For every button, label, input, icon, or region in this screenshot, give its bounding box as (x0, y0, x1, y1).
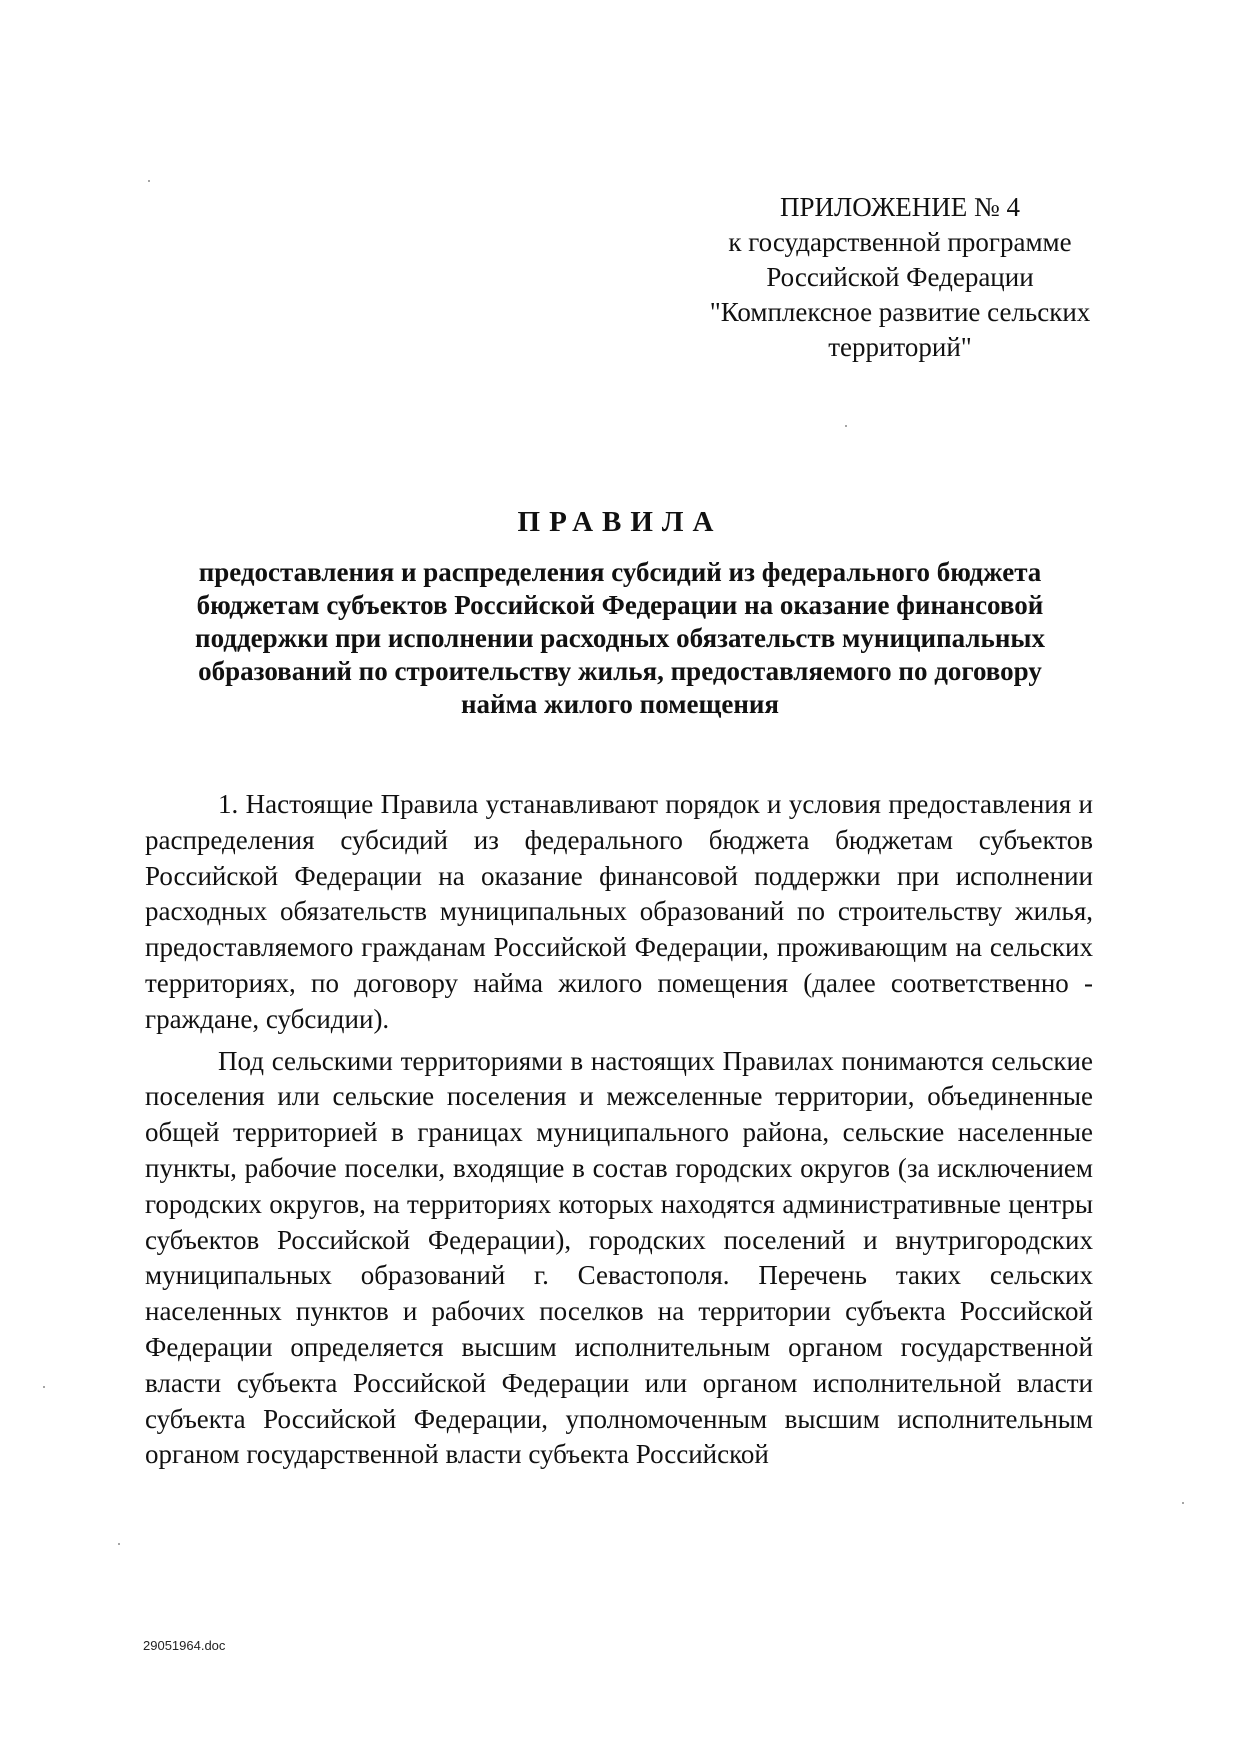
scan-speck (43, 1386, 45, 1388)
appendix-line: Российской Федерации (766, 262, 1034, 292)
subtitle-line: образований по строительству жилья, предоставляемого по договору (198, 656, 1042, 686)
scan-speck (845, 425, 847, 427)
document-subtitle (130, 556, 1110, 721)
paragraph-2: Под сельскими территориями в настоящих Правилах понимаются сельские поселения или сельские поселения и межселенные территории, объединенные общей территорией в границах муниципального района, сельские населенные пункты, рабочие поселки, входящие в состав городских округов (за исключением городских округов, на территориях которых находятся административные центры субъектов Российской Федерации), городских поселений и внутригородских муниципальных образований г. Севастополя. Перечень таких сельских населенных пунктов и рабочих поселков на территории субъекта Российской Федерации определяется высшим исполнительным органом государственной власти субъекта Российской Федерации или органом исполнительной власти субъекта Российской Федерации, уполномоченным высшим исполнительным органом государственной власти субъекта Российской (145, 1045, 1093, 1470)
scan-speck (148, 180, 150, 182)
footer-filename: 29051964.doc (143, 1638, 226, 1653)
subtitle-line: предоставления и распределения субсидий из федерального бюджета (198, 557, 1042, 587)
subtitle-line: поддержки при исполнении расходных обязательств муниципальных (195, 623, 1045, 653)
document-body (145, 787, 1093, 1473)
appendix-line: территорий" (828, 332, 972, 362)
subtitle-line: бюджетам субъектов Российской Федерации на оказание финансовой (196, 590, 1044, 620)
appendix-line: "Комплексное развитие сельских (709, 297, 1091, 327)
scan-speck (118, 1543, 120, 1545)
scan-speck (1182, 1502, 1184, 1504)
subtitle-line: найма жилого помещения (460, 689, 780, 719)
paragraph-1: 1. Настоящие Правила устанавливают порядок и условия предоставления и распределения субсидий из федерального бюджета бюджетам субъектов Российской Федерации на оказание финансовой поддержки при исполнении расходных обязательств муниципальных образований по строительству жилья, предоставляемого гражданам Российской Федерации, проживающим на сельских территориях, по договору найма жилого помещения (далее соответственно - граждане, субсидии). (145, 789, 1093, 1034)
appendix-number: ПРИЛОЖЕНИЕ № 4 (779, 192, 1021, 222)
appendix-header (660, 190, 1140, 365)
appendix-line: к государственной программе (728, 227, 1072, 257)
document-title: ПРАВИЛА (517, 506, 723, 538)
